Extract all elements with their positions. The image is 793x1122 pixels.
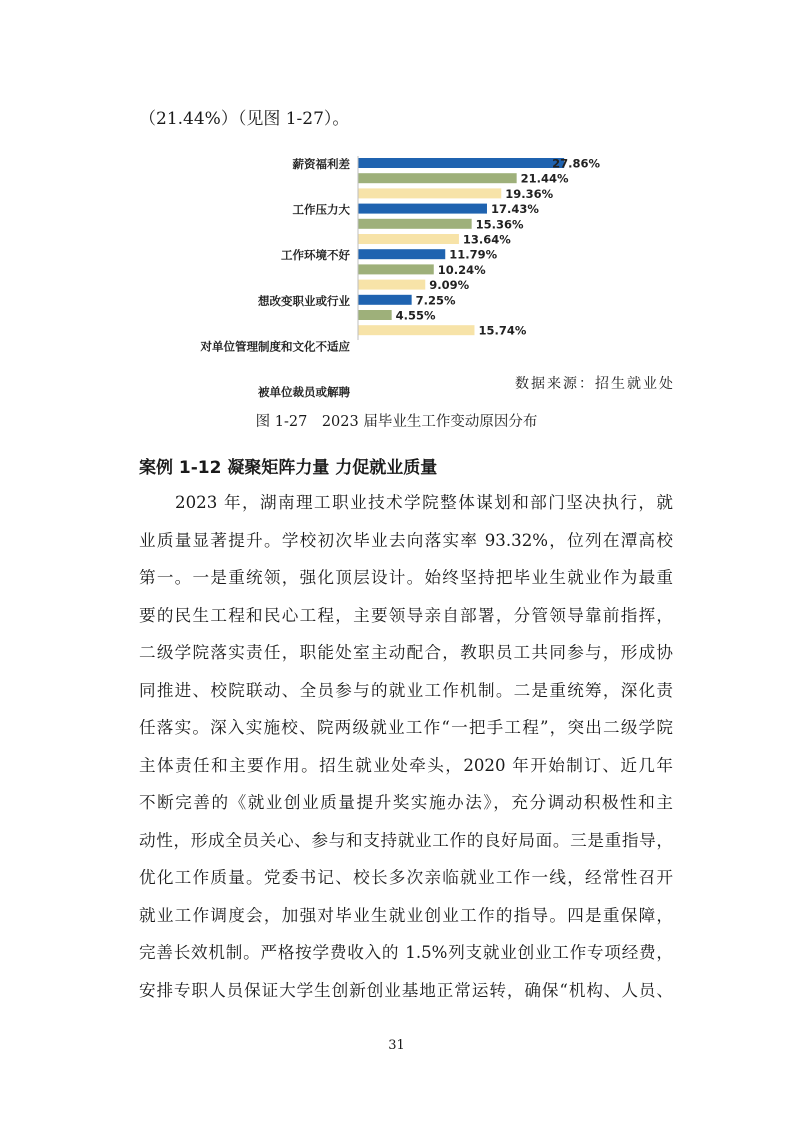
case-title: 案例 1-12 凝聚矩阵力量 力促就业质量: [139, 458, 438, 478]
category-label: 薪资福利差: [292, 157, 350, 171]
paragraph-line: 主体责任和主要作用。招生就业处牵头，2020 年开始制订、近几年: [139, 755, 673, 775]
category-label: 想改变职业或行业: [258, 293, 350, 308]
bar-value-label: 15.36%: [475, 217, 524, 232]
category-label: 被单位裁员或解聘: [258, 385, 350, 399]
bar-value-label: 19.36%: [505, 186, 554, 201]
bar-value-label: 7.25%: [415, 293, 456, 308]
paragraph-line: 第一。一是重统领，强化顶层设计。始终坚持把毕业生就业作为最重: [139, 568, 673, 587]
paragraph-line: 2023 年，湖南理工职业技术学院整体谋划和部门坚决执行，就: [139, 493, 673, 512]
paragraph-line: 同推进、校院联动、全员参与的就业工作机制。二是重统筹，深化责: [139, 680, 673, 700]
paragraph-line: 安排专职人员保证大学生创新创业基地正常运转，确保“机构、人员、: [139, 980, 673, 1000]
category-label: 工作环境不好: [281, 248, 350, 263]
bar-value-label: 4.55%: [395, 308, 436, 323]
paragraph-line: 不断完善的《就业创业质量提升奖实施办法》，充分调动积极性和主: [139, 793, 673, 812]
paragraph-line: 就业工作调度会，加强对毕业生就业创业工作的指导。四是重保障，: [139, 905, 673, 925]
category-label: 工作压力大: [292, 202, 350, 217]
data-source-note: 数据来源：招生就业处: [515, 376, 675, 392]
bar-value-label: 9.09%: [429, 278, 470, 293]
paragraph-line: 优化工作质量。党委书记、校长多次亲临就业工作一线，经常性召开: [139, 868, 673, 887]
paragraph-line: 二级学院落实责任，职能处室主动配合，教职员工共同参与，形成协: [139, 643, 673, 662]
intro-text: （21.44%）（见图 1-27）。: [139, 109, 350, 129]
bar-value-label: 27.86%: [552, 156, 601, 171]
bar: [358, 295, 412, 305]
bar: [358, 280, 425, 290]
bar-value-label: 21.44%: [520, 171, 569, 186]
paragraph-line: 任落实。深入实施校、院两级就业工作“一把手工程”，突出二级学院: [139, 718, 673, 737]
page-number: 31: [388, 1038, 405, 1053]
bar: [358, 234, 459, 244]
bar-value-label: 10.24%: [437, 262, 486, 277]
bar: [358, 188, 501, 198]
paragraph-line: 要的民生工程和民心工程，主要领导亲自部署，分管领导靠前指挥，: [139, 605, 673, 625]
bar: [358, 249, 445, 259]
category-label: 对单位管理制度和文化不适应: [200, 339, 350, 354]
bar-value-label: 13.64%: [462, 232, 511, 247]
bar: [358, 158, 564, 168]
bar: [358, 204, 487, 214]
paragraph-line: 完善长效机制。严格按学费收入的 1.5%列支就业创业工作专项经费，: [139, 943, 673, 962]
case-paragraph: [139, 484, 673, 1009]
bar-value-label: 17.43%: [490, 202, 539, 217]
paragraph-line: 业质量显著提升。学校初次毕业去向落实率 93.32%，位列在潭高校: [139, 530, 673, 550]
figure-caption: 图 1-27 2023 届毕业生工作变动原因分布: [255, 414, 538, 430]
paragraph-line: 动性，形成全员关心、参与和支持就业工作的良好局面。三是重指导，: [139, 830, 673, 850]
bar: [358, 310, 392, 320]
bar: [358, 264, 434, 274]
bar-value-label: 15.74%: [478, 323, 527, 338]
bar: [358, 219, 472, 229]
bar-value-label: 11.79%: [449, 247, 498, 262]
bar: [358, 325, 474, 335]
bar: [358, 173, 517, 183]
